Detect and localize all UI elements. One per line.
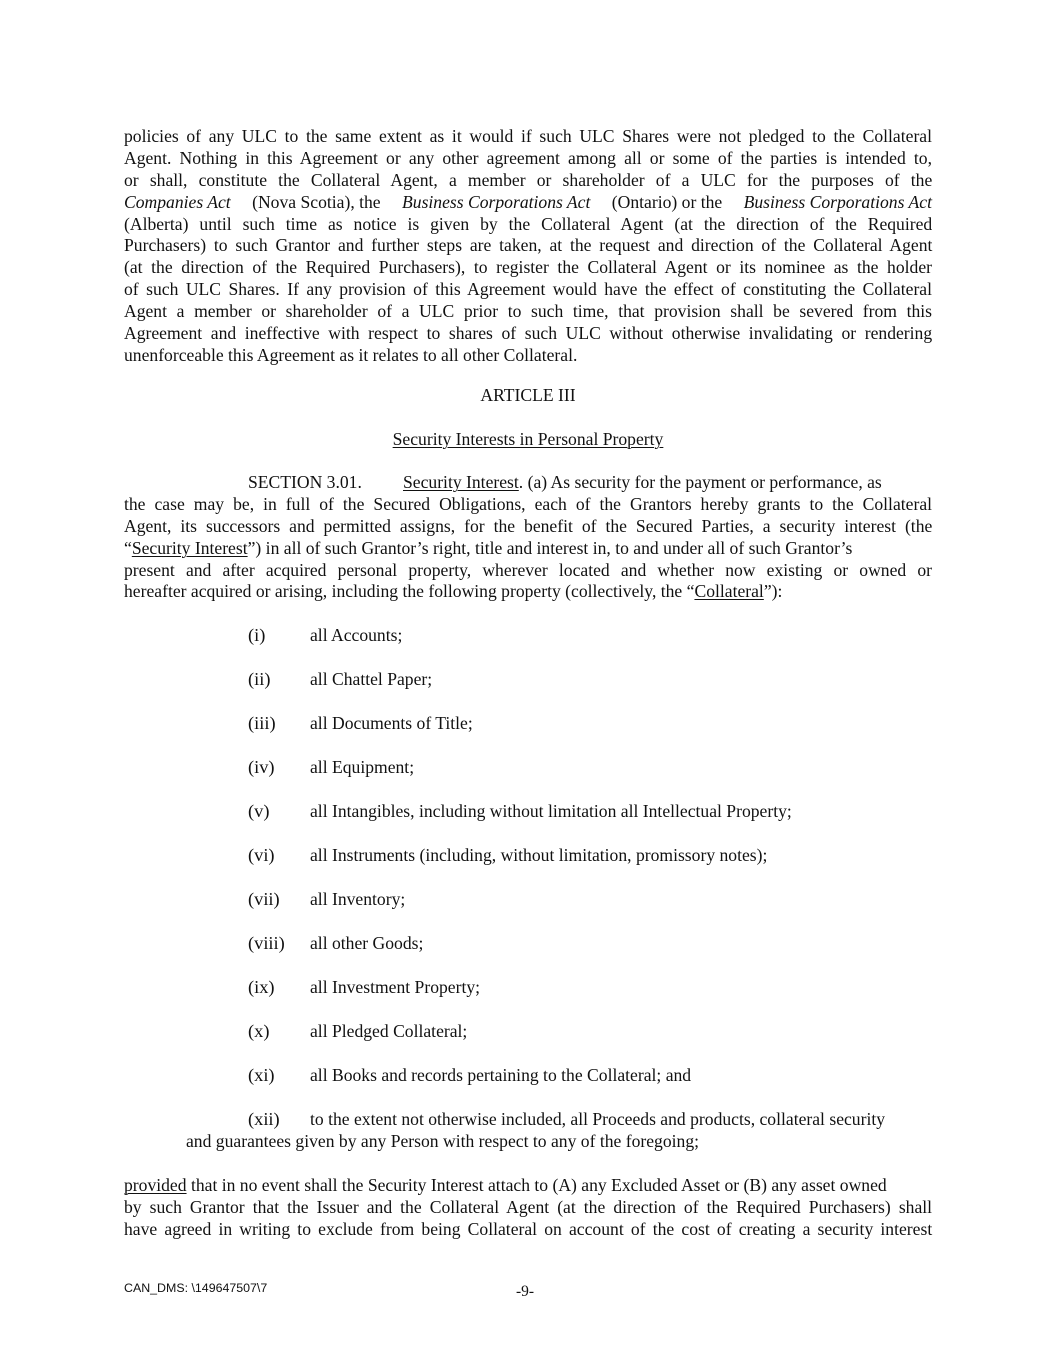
item-number: (iii) [248, 713, 276, 733]
quote-mark: “ [124, 537, 132, 558]
defined-term: Security Interest [131, 537, 248, 558]
text-line [186, 1109, 932, 1131]
list-item [248, 933, 423, 955]
statute-name: Companies Act [124, 191, 231, 212]
item-text: all Instruments (including, without limitation, promissory notes); [310, 845, 768, 865]
text-line: of such ULC Shares. If any provision of this Agreement would have the effect of constituting the Collateral [124, 279, 932, 300]
text-line [124, 192, 932, 214]
item-number: (xii) [248, 1109, 280, 1129]
section-3-01 [124, 472, 932, 603]
item-text: all Intangibles, including without limitation all Intellectual Property; [310, 801, 792, 821]
item-text: all other Goods; [310, 933, 424, 953]
item-text: all Pledged Collateral; [310, 1021, 468, 1041]
text-line: by such Grantor that the Issuer and the Collateral Agent (at the direction of the Required Purchasers) shall [124, 1196, 933, 1217]
item-text: all Accounts; [310, 625, 403, 645]
item-number: (ix) [248, 977, 275, 997]
item-text: all Documents of Title; [310, 713, 473, 733]
text-line: Agent a member or shareholder of a ULC prior to such time, that provision shall be severed from this [124, 301, 932, 322]
text-line [124, 581, 932, 603]
section-number: SECTION 3.01. [248, 472, 362, 492]
list-item [248, 845, 767, 867]
text-line [124, 472, 932, 494]
item-number: (viii) [248, 933, 285, 953]
list-item [248, 625, 402, 647]
article-subheading [124, 429, 932, 451]
document-id: CAN_DMS: \149647507\7 [124, 1281, 268, 1295]
item-text: all Chattel Paper; [310, 669, 433, 689]
item-number: (iv) [248, 757, 275, 777]
item-number: (i) [248, 625, 266, 645]
text-fragment: that in no event shall the Security Interest attach to (A) any Excluded Asset or (B) any asset owned [186, 1175, 887, 1195]
defined-term: Collateral [694, 581, 764, 602]
text-line: (Alberta) until such time as notice is given by the Collateral Agent (at the direction of the Required [124, 213, 933, 234]
item-text: to the extent not otherwise included, all Proceeds and products, collateral security [310, 1109, 886, 1129]
text-fragment: (Ontario) or the [607, 191, 727, 212]
list-item-xii [186, 1109, 932, 1153]
list-item [248, 1021, 467, 1043]
text-line: and guarantees given by any Person with respect to any of the foregoing; [186, 1130, 700, 1151]
article-heading: ARTICLE III [480, 385, 576, 405]
text-line: present and after acquired personal property, wherever located and whether now existing or owned or [124, 559, 932, 580]
item-text: all Books and records pertaining to the Collateral; and [310, 1065, 692, 1085]
list-item [248, 757, 414, 779]
text-fragment: ”) in all of such Grantor’s right, title and interest in, to and under all of such Grantor’s [247, 537, 853, 558]
item-number: (v) [248, 801, 270, 821]
text-line [124, 1175, 932, 1197]
text-line: the case may be, in full of the Secured Obligations, each of the Grantors hereby grants to the Collateral [124, 493, 933, 514]
section-title: Security Interest [403, 472, 519, 492]
article-subheading-text: Security Interests in Personal Property [392, 429, 664, 449]
text-line: Agreement and ineffective with respect to shares of such ULC without otherwise invalidating or rendering [124, 323, 933, 344]
text-line: Agent, its successors and permitted assigns, for the benefit of the Secured Parties, a security interest (the [124, 515, 933, 536]
text-line: Purchasers) to such Grantor and further steps are taken, at the request and direction of the Collateral Agent [124, 235, 933, 256]
text-fragment: ”): [763, 581, 783, 602]
paragraph-proviso [124, 1175, 932, 1241]
item-text: all Equipment; [310, 757, 415, 777]
text-line: unenforceable this Agreement as it relates to all other Collateral. [124, 344, 578, 365]
page-number: -9- [516, 1283, 535, 1300]
text-fragment: hereafter acquired or arising, including the following property (collectively, the “ [124, 581, 695, 602]
text-line: Agent. Nothing in this Agreement or any other agreement among all or some of the parties is intended to, [124, 147, 932, 168]
item-number: (x) [248, 1021, 270, 1041]
item-number: (ii) [248, 669, 271, 689]
list-item [248, 977, 480, 999]
statute-name: Business Corporations Act [743, 191, 932, 212]
item-text: all Investment Property; [310, 977, 481, 997]
text-line: or shall, constitute the Collateral Agent, a member or shareholder of a ULC for the purposes of the [124, 169, 933, 190]
text-fragment: (Nova Scotia), the [247, 191, 386, 212]
list-item [248, 1065, 691, 1087]
defined-term: provided [124, 1175, 187, 1195]
text-line: (at the direction of the Required Purchasers), to register the Collateral Agent or its nominee as the holder [124, 257, 932, 278]
text-fragment [124, 538, 852, 560]
item-number: (xi) [248, 1065, 275, 1085]
item-number: (vii) [248, 889, 280, 909]
list-item [248, 801, 792, 823]
statute-name: Business Corporations Act [402, 191, 591, 212]
item-number: (vi) [248, 845, 275, 865]
item-text: all Inventory; [310, 889, 406, 909]
list-item [248, 713, 473, 735]
text-line [124, 538, 932, 560]
text-line: policies of any ULC to the same extent as it would if such ULC Shares were not pledged to the Collateral [124, 126, 932, 146]
list-item [248, 669, 432, 691]
paragraph-ulc-shares [124, 126, 932, 367]
list-item [248, 889, 405, 911]
text-line: have agreed in writing to exclude from being Collateral on account of the cost of creating a security interest [124, 1218, 933, 1239]
text-fragment: . (a) As security for the payment or performance, as [518, 472, 882, 492]
